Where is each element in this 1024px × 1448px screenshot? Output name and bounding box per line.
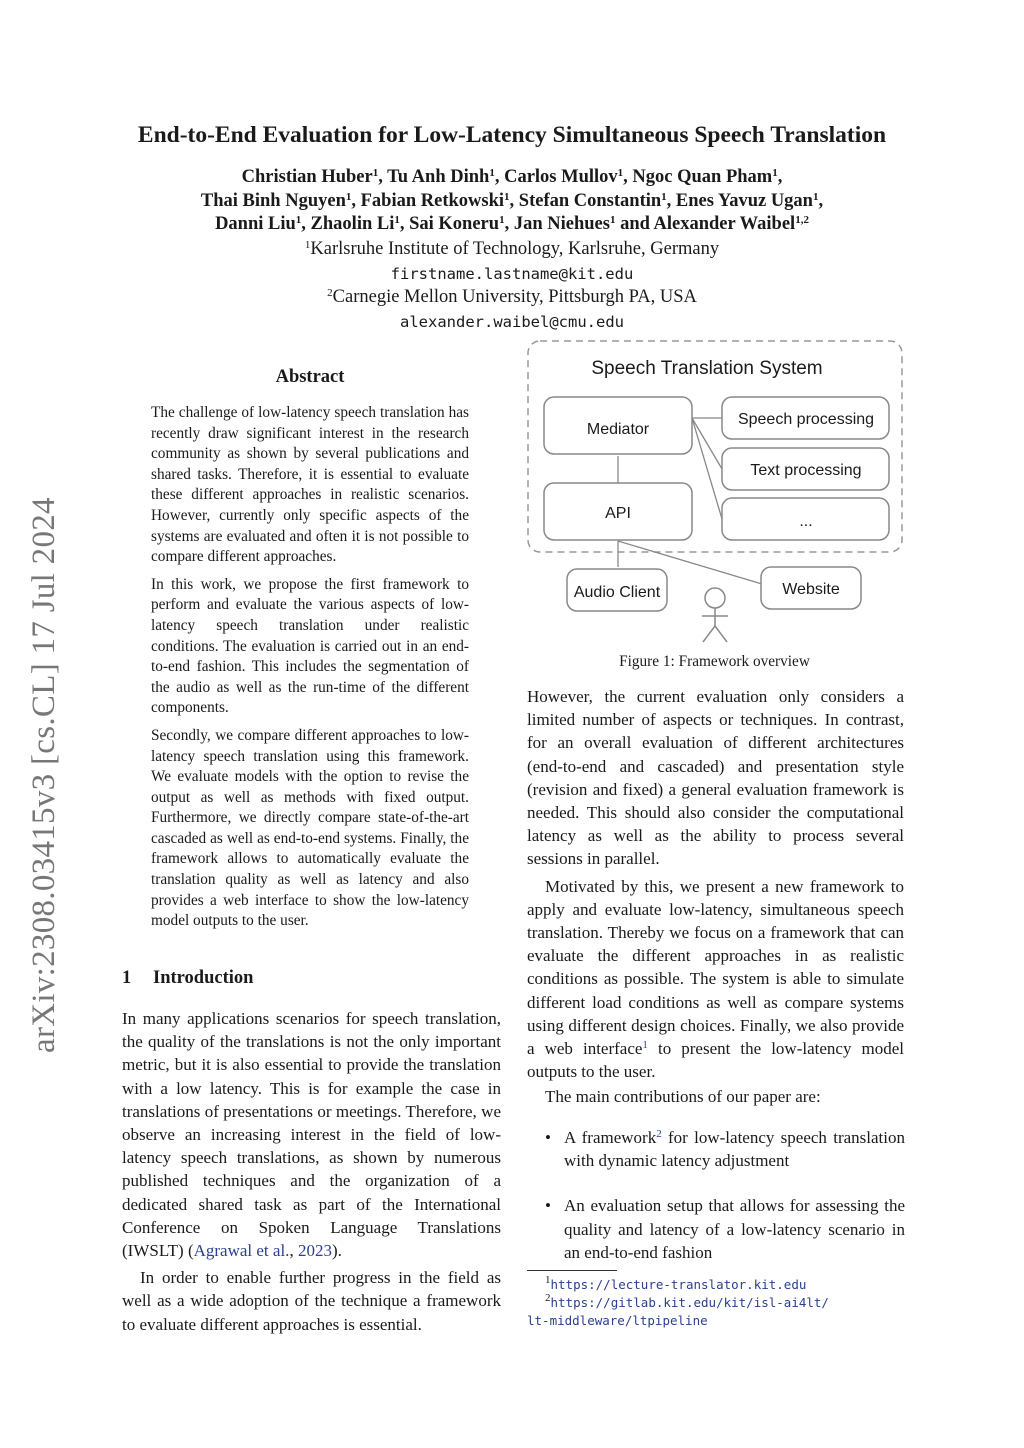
body-paragraph-3: The main contributions of our paper are:: [545, 1087, 821, 1107]
paragraph-text: Motivated by this, we present a new framework to apply and evaluate low-latency, simultaneous speech translation. Thereby we focus on a framework that can evaluate the different approaches in as realistic conditions as possible. The system is able to simulate different load conditions as well as compare systems using different design choices. Finally, we also provide a web interface: [527, 876, 904, 1059]
affil-mark: 1: [372, 166, 379, 179]
website-label: Website: [782, 581, 840, 598]
paper-title: End-to-End Evaluation for Low-Latency Simultaneous Speech Translation: [137, 122, 887, 148]
author: Tu Anh Dinh: [387, 167, 490, 187]
citation-link-year[interactable]: 2023: [297, 1241, 332, 1261]
affil-mark: 1: [345, 190, 352, 203]
footnotes: [527, 1273, 907, 1330]
list-item-text: A framework: [564, 1128, 657, 1147]
email-cmu: alexander.waibel@cmu.edu: [400, 313, 624, 331]
api-label: API: [605, 505, 631, 522]
abstract-heading: Abstract: [275, 367, 345, 387]
framework-overview-diagram: [522, 336, 910, 648]
author: Thai Binh Nguyen: [200, 190, 346, 211]
connector-text: [692, 418, 722, 469]
affil-mark: 1: [489, 166, 495, 179]
affil-mark: 2: [327, 286, 333, 299]
list-item-text: for low-latency speech translation with dynamic latency adjustment: [564, 1128, 905, 1171]
affiliation-kit: [0, 239, 1024, 260]
affil-mark: 1: [504, 190, 510, 203]
section-heading-introduction: [122, 968, 253, 989]
arxiv-identifier: arXiv:2308.03415v3 [cs.CL] 17 Jul 2024: [26, 497, 62, 1053]
author: Christian Huber: [241, 167, 373, 187]
list-item-text: An evaluation setup that allows for assessing the quality and latency of a low-latency scenario in an end-to-end fashion: [564, 1196, 905, 1262]
connector-more: [692, 418, 722, 519]
email-kit: firstname.lastname@kit.edu: [390, 265, 634, 283]
citation-link-author[interactable]: Agrawal et al.: [193, 1241, 290, 1261]
intro-paragraph-1: [122, 1007, 501, 1262]
intro-paragraph-2: In order to enable further progress in the field as well as a wide adoption of the technique a framework to evaluate different approaches is essential.: [122, 1268, 501, 1334]
author: Stefan Constantin: [518, 190, 662, 211]
affiliation-text: Carnegie Mellon University, Pittsburgh PA, USA: [332, 287, 697, 307]
footnote-mark: 1: [545, 1273, 551, 1286]
abstract-body: [151, 403, 469, 939]
author: Sai Koneru: [409, 214, 500, 234]
affil-mark: 1: [499, 213, 505, 226]
footnote-2-continued: [527, 1312, 907, 1330]
author: Enes Yavuz Ugan: [675, 190, 813, 211]
footnote-url-link[interactable]: https://lecture-translator.kit.edu: [550, 1277, 807, 1292]
affil-mark: 1: [394, 213, 400, 226]
footnote-rule: [527, 1270, 617, 1271]
section-title: Introduction: [153, 968, 254, 988]
author: Zhaolin Li: [310, 214, 395, 234]
affiliation-cmu: [0, 287, 1024, 308]
list-item: [545, 1194, 905, 1264]
speech-processing-label: Speech processing: [737, 411, 875, 428]
bullet-mark: •: [545, 1196, 551, 1216]
system-label: Speech Translation System: [591, 358, 823, 379]
affiliation-text: Karlsruhe Institute of Technology, Karlsruhe, Germany: [310, 239, 720, 259]
affil-mark: 1: [772, 166, 778, 179]
author: Jan Niehues: [513, 214, 610, 234]
author: Danni Liu: [215, 214, 296, 234]
affil-mark: 1: [617, 166, 624, 179]
footnote-ref-2[interactable]: 2: [656, 1127, 662, 1140]
left-column-body: [122, 1007, 501, 1336]
author-line-3: Danni Liu$^1$, Zhaolin Li$^1$, Sai Koneru$^1$, Jan Niehues$^1$ and Alexander Waibel$^{1,2}$: [215, 213, 809, 234]
right-column-body: [527, 685, 904, 1109]
affil-mark: 1: [661, 190, 667, 203]
body-paragraph-1: However, the current evaluation only considers a limited number of aspects or techniques. In contrast, for an overall evaluation of different architectures (end-to-end and cascaded) and presentation style (revision and fixed) a general evaluation framework is needed. This should also consider the computational latency as well as the ability to process several sessions in parallel.: [527, 687, 904, 869]
author: Carlos Mullov: [504, 167, 618, 187]
user-stick-figure-icon: [702, 588, 728, 642]
affil-mark: 1,2: [795, 213, 809, 226]
footnote-mark: 2: [545, 1291, 551, 1304]
author-list: [0, 166, 1024, 237]
footnote-url-link[interactable]: https://gitlab.kit.edu/kit/isl-ai4lt/: [550, 1295, 829, 1310]
footnote-ref-1[interactable]: 1: [642, 1039, 648, 1051]
paragraph-text: ).: [331, 1241, 342, 1261]
and-conjunction: and: [620, 214, 650, 234]
abstract-paragraph: In this work, we propose the first framework to perform and evaluate the various aspects of low-latency speech translation under realistic conditions. The evaluation is carried out in an end-to-end fashion. This includes the segmentation of the audio as well as the run-time of the different components.: [151, 575, 469, 717]
section-number: 1: [122, 968, 132, 988]
affil-mark: 1: [812, 190, 819, 203]
footnote-2: [527, 1291, 907, 1312]
contribution-list: [545, 1126, 905, 1276]
body-paragraph-2: [527, 875, 904, 1084]
mediator-label: Mediator: [586, 421, 650, 438]
figure-caption: Figure 1: Framework overview: [619, 653, 810, 670]
author-line-2: Thai Binh Nguyen$^1$, Fabian Retkowski$^1$, Stefan Constantin$^1$, Enes Yavuz Ugan$^1$,: [200, 190, 824, 211]
paragraph-text: In many applications scenarios for speech translation, the quality of the translations is not the only important metric, but it is also essential to provide the translation with a low latency. This is for example the case in translations of presentations or meetings. Therefore, we observe an increasing interest in the field of low-latency speech translations, as shown by numerous published techniques and the organization of a dedicated shared task as part of the International Conference on Spoken Language Translations (IWSLT) (: [122, 1009, 501, 1261]
more-components-label: ...: [799, 513, 813, 530]
author: Fabian Retkowski: [360, 190, 505, 211]
footnote-url-link[interactable]: lt-middleware/ltpipeline: [527, 1313, 708, 1328]
author-line-1: Christian Huber$^1$, Tu Anh Dinh$^1$, Carlos Mullov$^1$, Ngoc Quan Pham$^1$,: [241, 166, 783, 187]
bullet-mark: •: [545, 1128, 551, 1147]
affil-mark: 1: [304, 238, 311, 251]
list-item: [545, 1126, 905, 1172]
paragraph-text: to present the low-latency model outputs to the user.: [527, 1039, 904, 1082]
affil-mark: 1: [609, 213, 616, 226]
audio-client-label: Audio Client: [573, 584, 661, 601]
abstract-paragraph: The challenge of low-latency speech translation has recently draw significant interest in the research community as shown by several publications and shared tasks. Therefore, it is essential to evaluate these different approaches in realistic scenarios. However, currently only specific aspects of the systems are evaluated and often it is not possible to compare different approaches.: [151, 404, 469, 566]
abstract-paragraph: Secondly, we compare different approaches to low-latency speech translation using this framework. We evaluate models with the option to revise the output as well as methods with fixed output. Furthermore, we directly compare state-of-the-art cascaded as well as end-to-end systems. Finally, the framework allows to automatically evaluate the translation quality as well as latency and also provides a web interface to show the low-latency model outputs to the user.: [151, 726, 469, 930]
text-processing-label: Text processing: [750, 462, 862, 479]
author: Ngoc Quan Pham: [632, 167, 773, 187]
footnote-1: [527, 1273, 907, 1294]
affil-mark: 1: [295, 213, 302, 226]
author: Alexander Waibel: [653, 214, 796, 234]
citation-separator: ,: [289, 1241, 298, 1261]
